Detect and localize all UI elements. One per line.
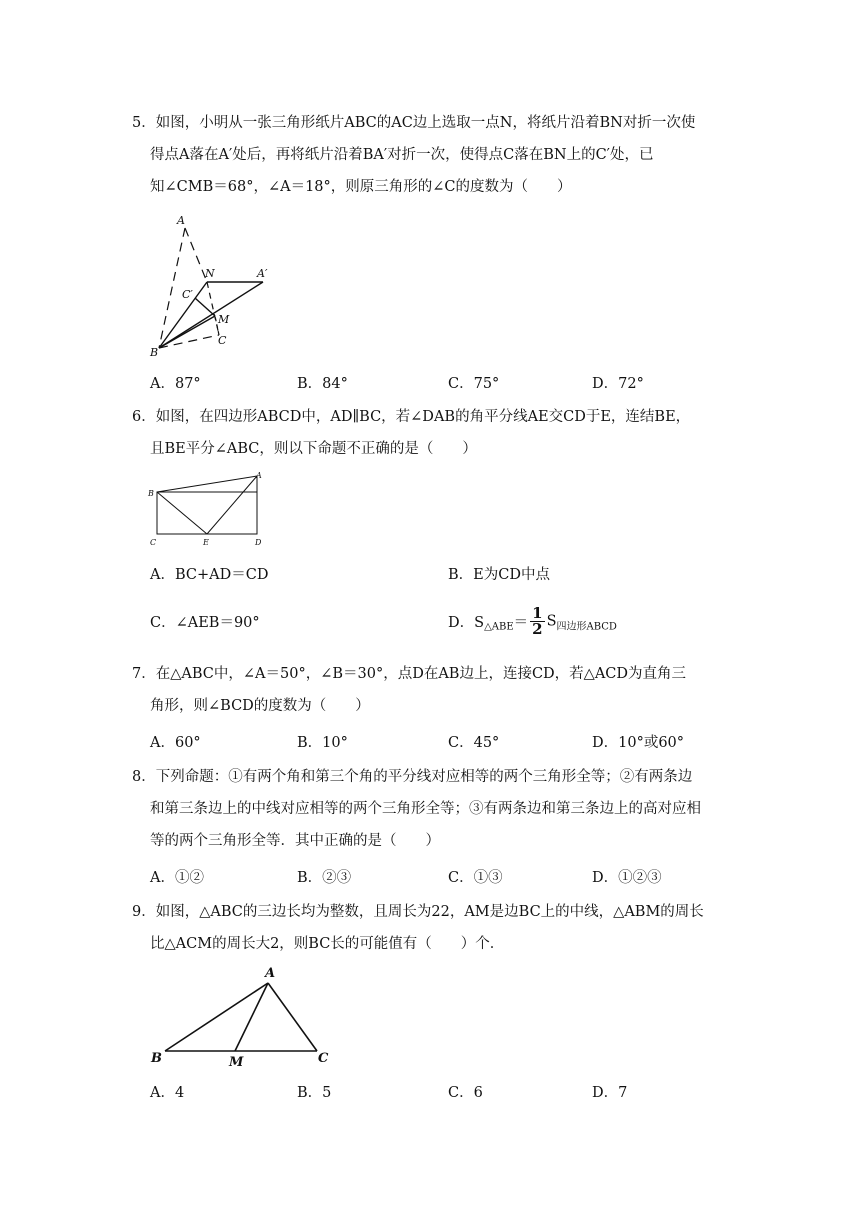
question-5-line-3: 知∠CMB＝68°，∠A＝18°，则原三角形的∠C的度数为（ ）: [150, 179, 572, 195]
fig5-label-A: A: [177, 214, 185, 227]
fig6-label-D: D: [255, 538, 262, 547]
q8-option-d[interactable]: D．①②③: [592, 870, 662, 886]
q9-option-b[interactable]: B．5: [297, 1085, 332, 1101]
q8-option-a[interactable]: A．①②: [150, 870, 204, 886]
fig9-label-C: C: [318, 1051, 329, 1066]
fig6-label-A: A: [256, 471, 262, 480]
q5-option-b[interactable]: B．84°: [297, 376, 348, 392]
question-8-line-1: 8．下列命题：①有两个角和第三个角的平分线对应相等的两个三角形全等；②有两条边: [132, 769, 693, 785]
fig5-label-C: C: [218, 334, 227, 347]
fig5-label-A-prime: A′: [257, 267, 268, 280]
question-6-options-row-1: [150, 563, 750, 585]
q8-option-c[interactable]: C．①③: [448, 870, 503, 886]
q7-option-a[interactable]: A．60°: [150, 735, 201, 751]
question-9-figure: [145, 963, 340, 1073]
q8-option-b[interactable]: B．②③: [297, 870, 352, 886]
fig6-label-E: E: [203, 538, 209, 547]
question-7-line-1: 7．在△ABC中，∠A＝50°，∠B＝30°，点D在AB边上，连接CD，若△ACD为直角三: [132, 666, 687, 682]
question-7-options: [150, 731, 750, 753]
question-8-line-3: 等的两个三角形全等．其中正确的是（ ）: [150, 833, 440, 849]
question-5-line-1: 5．如图，小明从一张三角形纸片ABC的AC边上选取一点N，将纸片沿着BN对折一次使: [132, 115, 696, 131]
question-9-line-1: 9．如图，△ABC的三边长均为整数，且周长为22，AM是边BC上的中线，△ABM的周长: [132, 904, 704, 920]
fig6-label-B: B: [148, 489, 154, 498]
question-9-line-2: 比△ACM的周长大2，则BC长的可能值有（ ）个．: [150, 936, 505, 952]
q6-fraction: $\frac{1}{2}$: [532, 604, 543, 638]
q7-option-b[interactable]: B．10°: [297, 735, 348, 751]
question-5-figure: [145, 210, 280, 360]
q5-option-c[interactable]: C．75°: [448, 376, 500, 392]
fig5-label-C-prime: C′: [182, 288, 193, 301]
question-5-options: [150, 372, 750, 394]
question-8: [132, 761, 732, 857]
fig9-label-M: M: [229, 1055, 244, 1070]
question-9: [132, 896, 732, 960]
fig6-label-C: C: [150, 538, 157, 547]
question-6-line-2: 且BE平分∠ABC，则以下命题不正确的是（ ）: [150, 441, 477, 457]
q6-option-b[interactable]: B．E为CD中点: [448, 567, 550, 583]
question-9-options: [150, 1081, 750, 1103]
fig9-label-B: B: [151, 1051, 162, 1066]
question-5: [132, 107, 732, 203]
fig9-label-A: A: [265, 966, 276, 981]
q6-option-d[interactable]: D．$S_{\triangle ABE}=$ $\frac{1}{2}$ $S_{四边形ABCD}$: [448, 604, 617, 638]
q9-option-a[interactable]: A．4: [150, 1085, 185, 1101]
question-6-line-1: 6．如图，在四边形ABCD中，AD∥BC，若∠DAB的角平分线AE交CD于E，连结BE，: [132, 409, 691, 425]
q6-option-c[interactable]: C．∠AEB＝90°: [150, 615, 260, 631]
fig5-label-M: M: [218, 313, 230, 326]
question-7: [132, 658, 732, 722]
q9-option-d[interactable]: D．7: [592, 1085, 628, 1101]
question-6-options-row-2: [150, 606, 750, 646]
question-8-line-2: 和第三条边上的中线对应相等的两个三角形全等；③有两条边和第三条边上的高对应相: [150, 801, 701, 817]
question-5-line-2: 得点A落在A′处后，再将纸片沿着BA′对折一次，使得点C落在BN上的C′处，已: [150, 147, 654, 163]
q9-option-c[interactable]: C．6: [448, 1085, 483, 1101]
question-6-figure: [145, 468, 270, 550]
q5-option-d[interactable]: D．72°: [592, 376, 644, 392]
fig5-label-N: N: [205, 267, 215, 280]
fig5-label-B: B: [150, 346, 159, 359]
question-7-line-2: 角形，则∠BCD的度数为（ ）: [150, 698, 370, 714]
question-6: [132, 401, 732, 465]
q7-option-c[interactable]: C．45°: [448, 735, 500, 751]
q5-option-a[interactable]: A．87°: [150, 376, 201, 392]
q6-option-a[interactable]: A．BC+AD＝CD: [150, 567, 269, 583]
q7-option-d[interactable]: D．10°或60°: [592, 735, 685, 751]
question-8-options: [150, 866, 750, 888]
